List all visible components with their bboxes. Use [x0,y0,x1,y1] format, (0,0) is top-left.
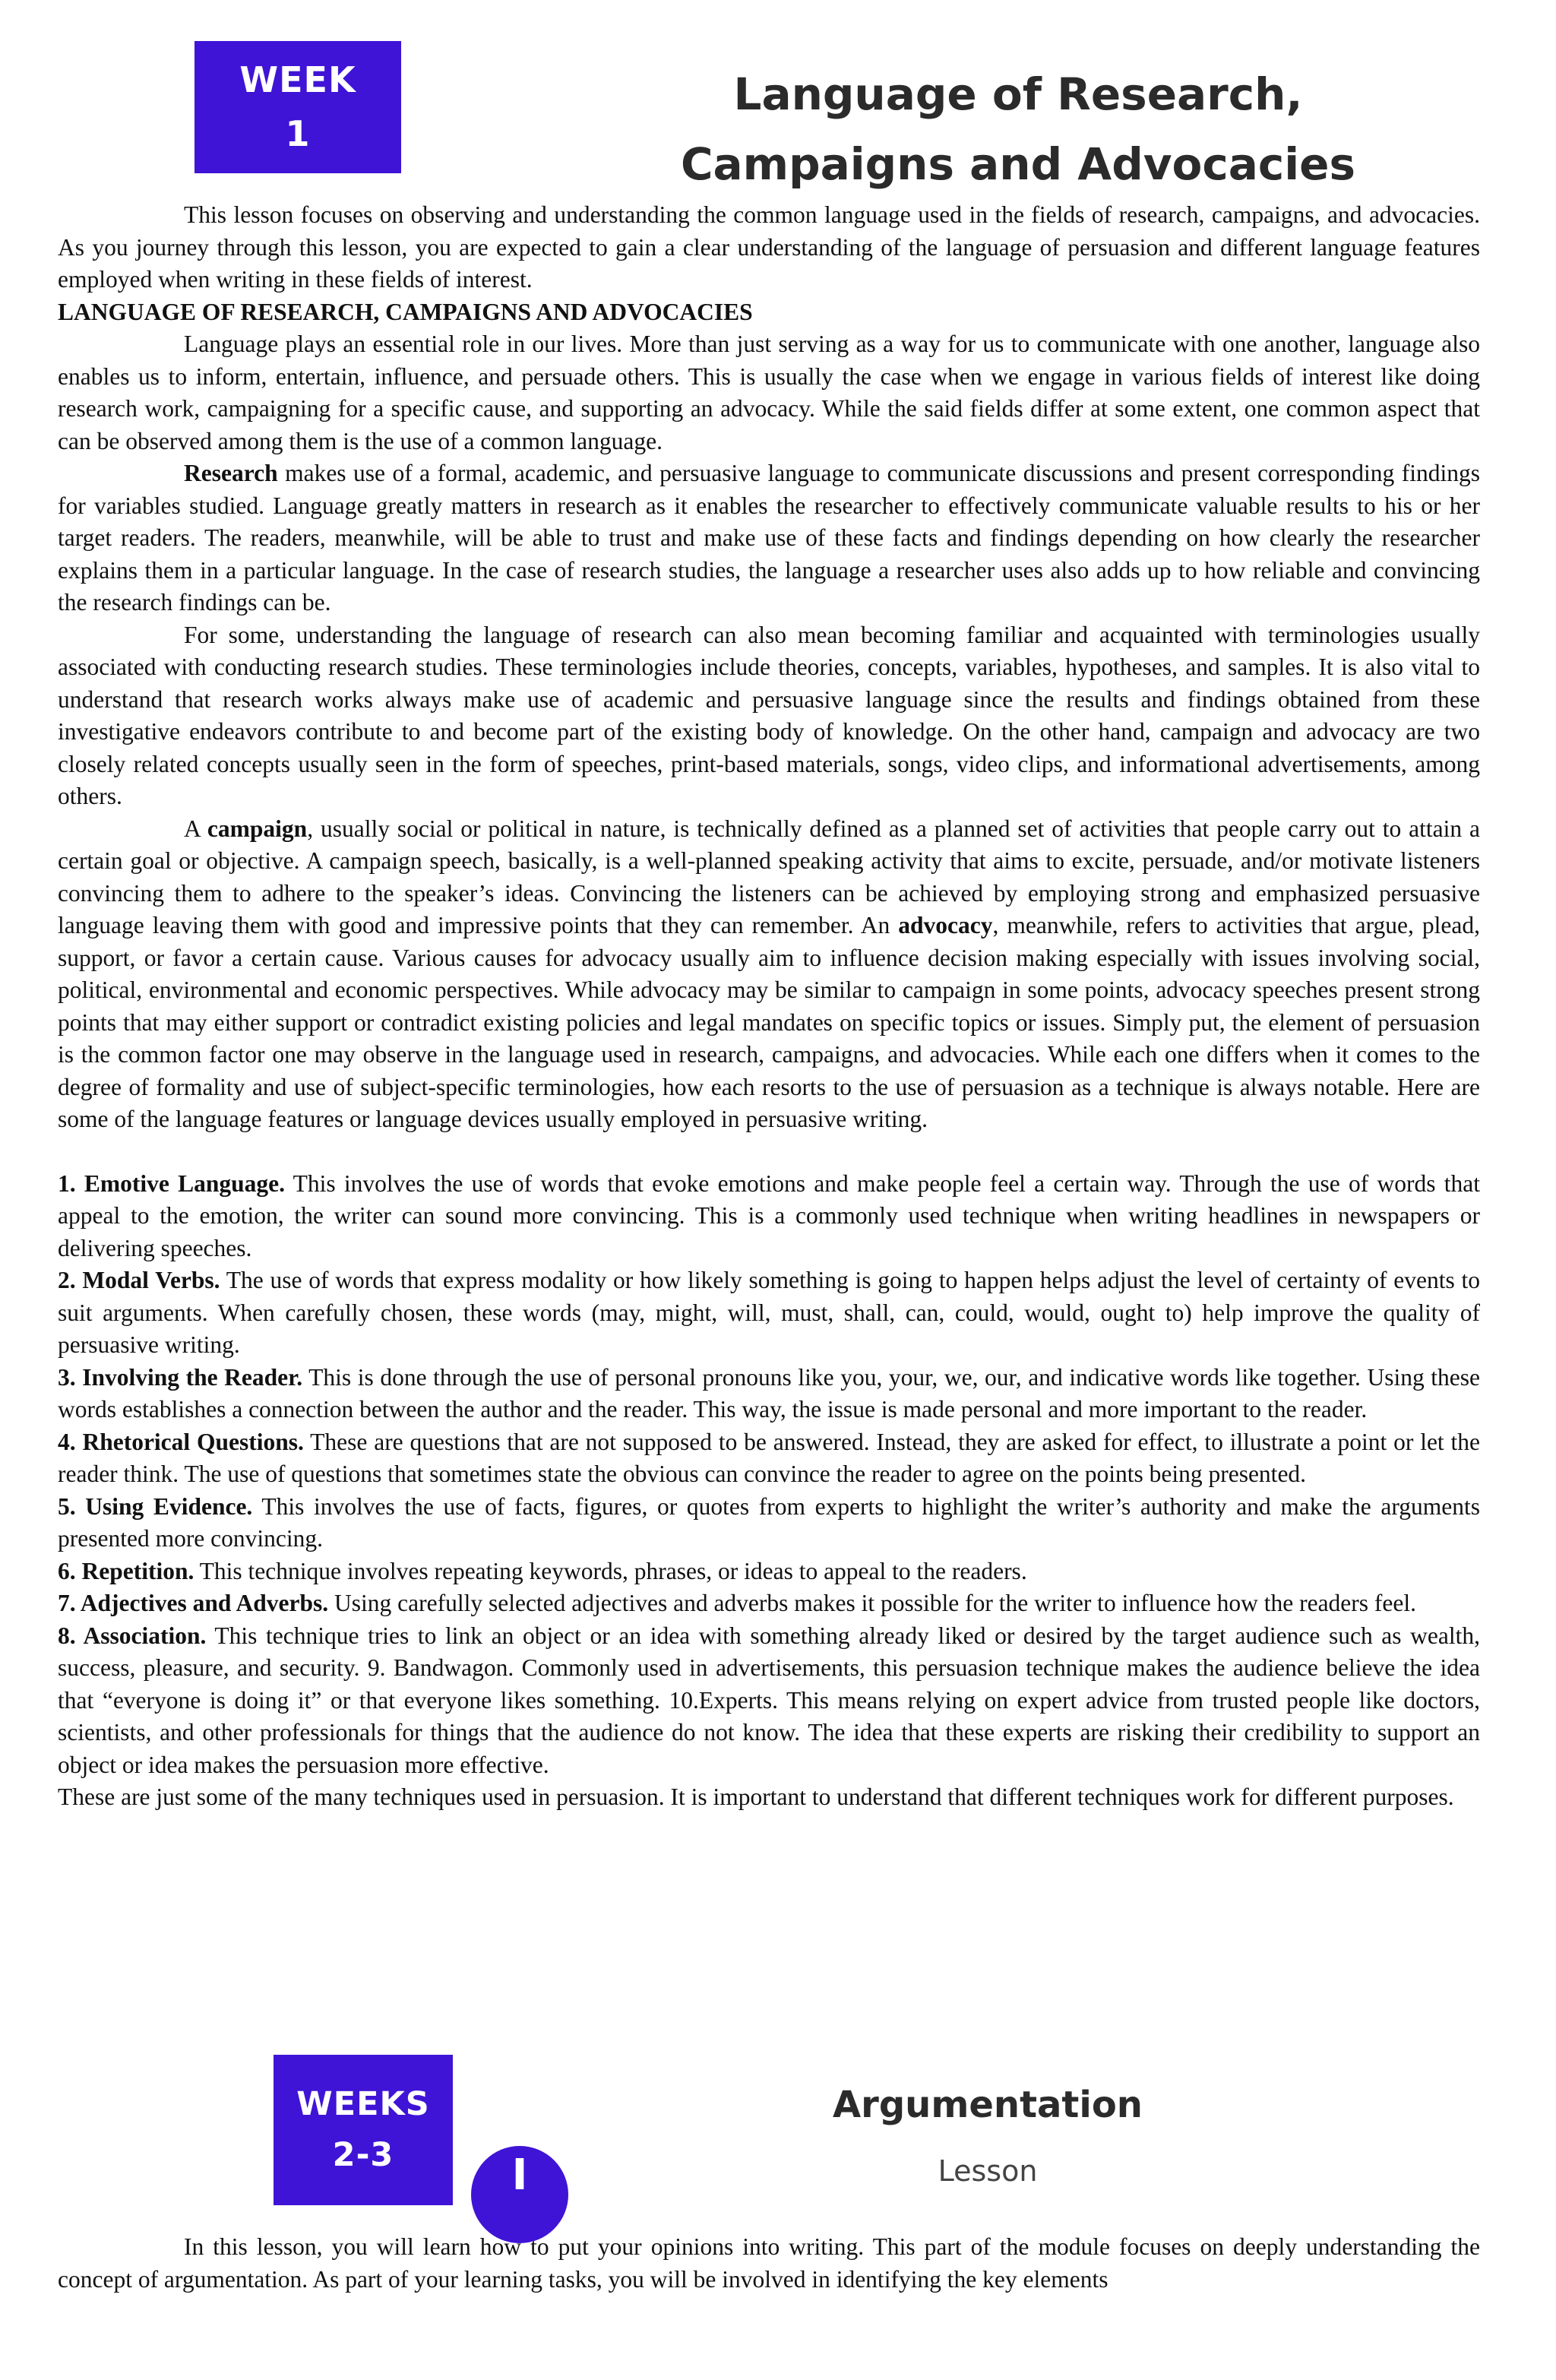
lesson-subtitle: Lesson [938,2154,1038,2188]
feature-label: 2. Modal Verbs. [58,1267,220,1293]
lesson-body [58,199,1480,1814]
terminology-paragraph: For some, understanding the language of research can also mean becoming familiar and acquainted with terminologies usually associated with conducting research studies. These terminologies include theories, concepts, variables, hypotheses, and samples. It is also vital to understand that research works always make use of academic and persuasive language since the results and findings obtained from these investigative endeavors contribute to and become part of the existing body of knowledge. On the other hand, campaign and advocacy are two closely related concepts usually seen in the form of speeches, print-based materials, songs, video clips, and informational advertisements, among others. [58,621,1480,809]
feature-label: 7. Adjectives and Adverbs. [58,1590,329,1616]
list-item [58,1426,1480,1491]
week-label: WEEK [239,59,356,100]
intro-paragraph-2: In this lesson, you will learn how to put your opinions into writing. This part of the module focuses on deeply understanding the concept of argumentation. As part of your learning tasks, you will be involved in identifying the key elements [58,2233,1480,2293]
feature-text: This is done through the use of personal pronouns like you, your, we, our, and indicative words like together. Using these words establishes a connection between the author and the reader. This way, the issue is made personal and more important to the reader. [58,1363,1481,1423]
research-term: Research [184,460,278,486]
lesson-title [638,59,1398,199]
feature-text: The use of words that express modality or how likely something is going to happen helps adjust the level of certainty of events to suit arguments. When carefully chosen, these words (may, might, will, must, shall, can, could, would, ought to) help improve the quality of persuasive writing. [58,1267,1481,1358]
feature-text: Using carefully selected adjectives and adverbs makes it possible for the writer to influence how the readers feel. [328,1590,1416,1616]
list-item [58,1362,1480,1426]
closing-paragraph: These are just some of the many techniques used in persuasion. It is important to understand that different techniques work for different purposes. [58,1783,1454,1810]
campaign-lead: A [184,815,207,842]
lesson-number-badge [471,2146,568,2243]
list-item [58,1556,1480,1588]
list-item [58,1620,1480,1782]
feature-label: 4. Rhetorical Questions. [58,1428,304,1455]
feature-text: This technique involves repeating keywords, phrases, or ideas to appeal to the readers. [194,1557,1027,1584]
week-number: 1 [285,113,311,154]
section-heading: LANGUAGE OF RESEARCH, CAMPAIGNS AND ADVOCACIES [58,298,753,325]
campaign-advocacy-paragraph [58,813,1480,1136]
research-paragraph [58,457,1480,619]
lesson-title-line-1: Language of Research, [733,68,1303,120]
list-item [58,1491,1480,1556]
lesson-title-line-2: Campaigns and Advocacies [680,138,1356,190]
week-number: 2-3 [332,2136,394,2174]
feature-label: 5. Using Evidence. [58,1492,253,1520]
feature-label: 8. Association. [58,1622,207,1649]
feature-text: This involves the use of facts, figures, or quotes from experts to highlight the writer’s authority and make the arguments presented more convincing. [58,1492,1480,1552]
advocacy-term: advocacy [898,912,993,938]
intro-paragraph: This lesson focuses on observing and understanding the common language used in the fields of research, campaigns, and advocacies. As you journey through this lesson, you are expected to gain a clear understanding of the language of persuasion and different language features employed when writing in these fields of interest. [58,201,1480,293]
list-item [58,1587,1480,1620]
lesson-title-2: Argumentation [833,2084,1143,2126]
campaign-text: , usually social or political in nature, is technically defined as a planned set of activities that people carry out to attain a certain goal or objective. A campaign speech, basically, is a well-planned speaking activity that aims to excite, persuade, and/or motivate listeners convincing them to adhere to the speaker’s ideas. Convincing the listeners can be achieved by employing strong and emphasized persuasive language leaving them with good and impressive points that they can remember. An [58,815,1481,938]
feature-label: 3. Involving the Reader. [58,1363,303,1391]
list-item [58,1168,1480,1265]
feature-text: This involves the use of words that evoke emotions and make people feel a certain way. Through the use of words that appeal to the emotion, the writer can sound more convincing. This is a commonly used technique when writing headlines in newspapers or delivering speeches. [58,1169,1480,1261]
advocacy-text: , meanwhile, refers to activities that argue, plead, support, or favor a certain cause. Various causes for advocacy usually aim to influence decision making especially with issues involving social, political, environmental and economic perspectives. While advocacy may be similar to campaign in some points, advocacy speeches present strong points that may either support or contradict existing policies and legal mandates on specific topics or issues. Simply put, the element of persuasion is the common factor one may observe in the language used in research, campaigns, and advocacies. While each one differs when it comes to the degree of formality and use of subject-specific terminologies, how each resorts to the use of persuasion as a technique is always notable. Here are some of the language features or language devices usually employed in persuasive writing. [58,912,1481,1132]
weeks-2-3-badge [274,2055,453,2205]
week-label: WEEKS [296,2085,430,2124]
week-1-badge [194,41,401,173]
feature-text: These are questions that are not supposed to be answered. Instead, they are asked for effect, to illustrate a point or let the reader think. The use of questions that sometimes state the obvious can convince the reader to agree on the points being presented. [58,1428,1481,1487]
list-item [58,1264,1480,1362]
language-paragraph: Language plays an essential role in our lives. More than just serving as a way for us to communicate with one another, language also enables us to inform, entertain, influence, and persuade others. This is usually the case when we engage in various fields of interest like doing research work, campaigning for a specific cause, and supporting an advocacy. While the said fields differ at some extent, one common aspect that can be observed among them is the use of a common language. [58,331,1480,454]
research-text: makes use of a formal, academic, and persuasive language to communicate discussions and present corresponding findings for variables studied. Language greatly matters in research as it enables the researcher to effectively communicate valuable results to his or her target readers. The readers, meanwhile, will be able to trust and make use of these facts and findings depending on how clearly the researcher explains them in a particular language. In the case of research studies, the language a researcher uses also adds up to how reliable and convincing the research findings can be. [58,460,1480,616]
lesson-number: I [511,2151,528,2200]
feature-label: 1. Emotive Language. [58,1169,285,1197]
feature-label: 6. Repetition. [58,1557,194,1584]
campaign-term: campaign [207,815,308,842]
language-features-list [58,1168,1480,1814]
lesson-2-body [58,2231,1480,2296]
feature-text: This technique tries to link an object or an idea with something already liked or desired by the target audience such as wealth, success, pleasure, and security. 9. Bandwagon. Commonly used in advertisements, this persuasion technique makes the audience believe the idea that “everyone is doing it” or that everyone likes something. 10.Experts. This means relying on expert advice from trusted people like doctors, scientists, and other professionals for things that the audience do not know. The idea that these experts are risking their credibility to support an object or idea makes the persuasion more effective. [58,1622,1480,1778]
